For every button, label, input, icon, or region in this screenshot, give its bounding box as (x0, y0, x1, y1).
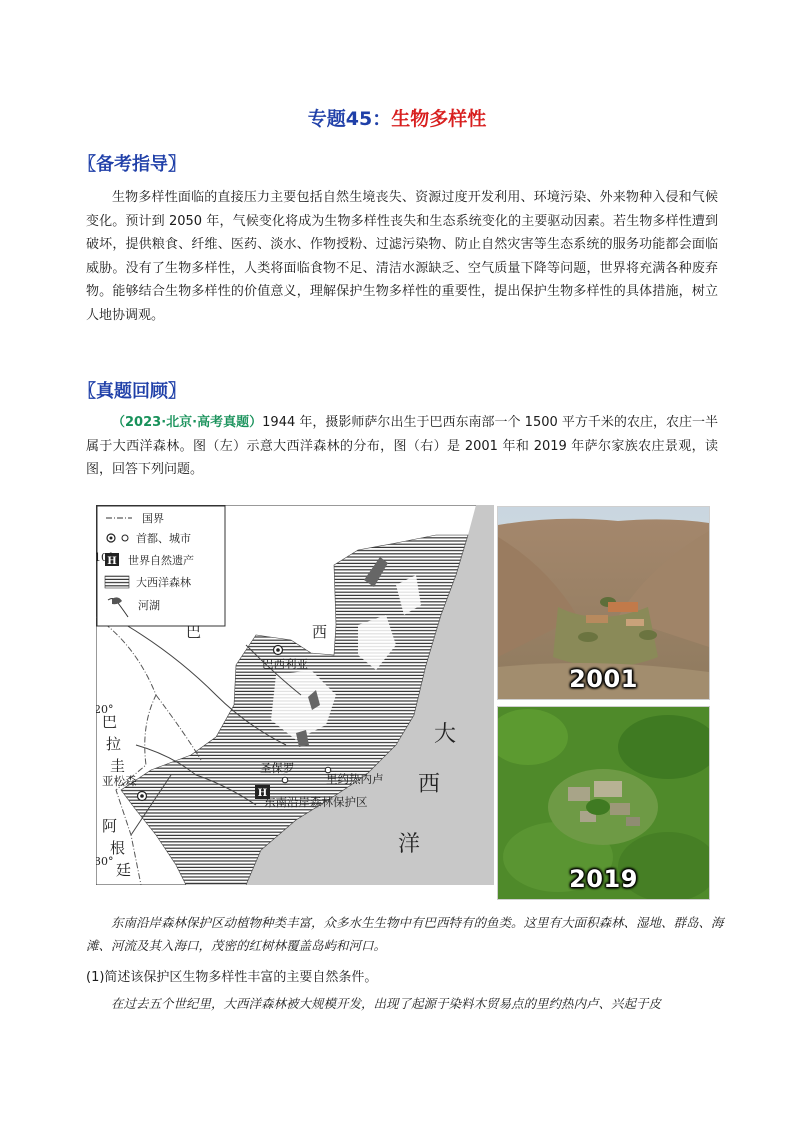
label-argentina-2: 根 (110, 839, 126, 857)
city-asuncion: 亚松森 (102, 774, 137, 788)
label-paraguay-2: 拉 (106, 735, 122, 753)
lat-tick-30: 30° (96, 855, 114, 868)
review-heading: 〖真题回顾〗 (78, 381, 186, 402)
legend-forest: 大西洋森林 (136, 576, 191, 589)
city-brasilia: 巴西利亚 (262, 657, 308, 671)
label-ocean-3: 洋 (398, 832, 421, 857)
label-paraguay-3: 圭 (110, 757, 126, 775)
label-argentina-1: 阿 (102, 817, 118, 835)
question-1: (1)简述该保护区生物多样性丰富的主要自然条件。 (86, 970, 378, 985)
lat-tick-20: 20° (96, 703, 114, 716)
legend-river-lake: 河湖 (138, 599, 160, 612)
label-paraguay-1: 巴 (102, 713, 118, 731)
guide-heading: 〖备考指导〗 (78, 154, 186, 175)
review-text: 1944 年，摄影师萨尔出生于巴西东南部一个 1500 平方千米的农庄，农庄一半属于大西洋森林。图（左）示意大西洋森林的分布，图（右）是 2001 年和 2019 年萨尔家族农庄景观，读图，回答下列问题。 (86, 415, 718, 477)
page-title (0, 104, 794, 131)
review-source: （2023·北京·高考真题） (112, 415, 263, 430)
label-argentina-3: 廷 (116, 861, 132, 879)
label-brazil-2: 西 (312, 623, 328, 641)
farm-photo-2001 (497, 506, 710, 700)
guide-paragraph: 生物多样性面临的直接压力主要包括自然生境丧失、资源过度开发利用、环境污染、外来物种入侵和气候变化。预计到 2050 年，气候变化将成为生物多样性丧失和生态系统变化的主要驱动因素。若生物多样性遭到破坏，提供粮食、纤维、医药、淡水、作物授粉、过滤污染物、防止自然灾害等生态系统的服务功能都会面临威胁。没有了生物多样性，人类将面临食物不足、清洁水源缺乏、空气质量下降等问题，世界将充满各种废弃物。能够结合生物多样性的价值意义，理解保护生物多样性的重要性，提出保护生物多样性的具体措施，树立人地协调观。 (86, 190, 718, 323)
photo-year-2019: 2019 (569, 865, 638, 893)
title-prefix: 专题45： (307, 108, 392, 130)
label-ocean-2: 西 (418, 772, 441, 797)
lat-tick-10: 10° (96, 551, 114, 564)
city-sao-paulo: 圣保罗 (260, 761, 295, 775)
passage-1: 东南沿岸森林保护区动植物种类丰富，众多水生生物中有巴西特有的鱼类。这里有大面积森林、湿地、群岛、海滩、河流及其入海口，茂密的红树林覆盖岛屿和河口。 (86, 915, 724, 953)
title-topic: 生物多样性 (391, 108, 487, 130)
city-rio: 里约热内卢 (326, 772, 384, 786)
legend-border: 国界 (142, 512, 164, 525)
atlantic-forest-map (96, 505, 494, 885)
review-paragraph (86, 411, 718, 482)
legend-capital: 首都、城市 (136, 532, 191, 545)
photo-year-2001: 2001 (569, 665, 638, 693)
label-reserve: 东南沿岸森林保护区 (264, 795, 368, 809)
label-brazil-1: 巴 (186, 623, 202, 641)
heritage-site-symbol: H (257, 788, 268, 799)
passage-2: 在过去五个世纪里，大西洋森林被大规模开发，出现了起源于染料木贸易点的里约热内卢、兴起于皮 (111, 996, 662, 1011)
legend-heritage-symbol: H (107, 556, 117, 567)
label-ocean-1: 大 (434, 722, 457, 747)
legend-heritage: 世界自然遗产 (128, 554, 194, 567)
farm-photo-2019 (497, 706, 710, 900)
